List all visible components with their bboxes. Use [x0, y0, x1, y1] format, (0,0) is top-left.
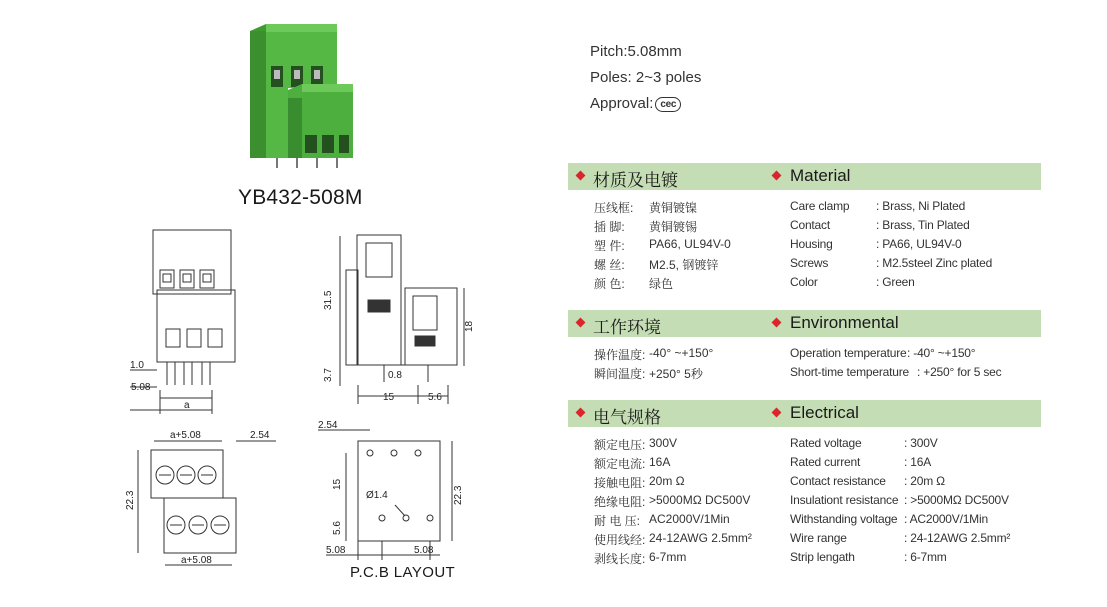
- spec-row-zh: 操作温度: -40° ~+150°: [594, 346, 714, 362]
- spec-row-en: Short-time temperature : +250° for 5 sec: [790, 365, 1002, 379]
- section-title-en: Environmental: [790, 313, 899, 332]
- dim-side-4: 0.8: [388, 370, 402, 381]
- spec-row-en: Screws : M2.5steel Zinc plated: [790, 256, 993, 270]
- technical-drawings: [0, 0, 545, 602]
- red-diamond-icon: [576, 318, 586, 328]
- section-title-zh: 工作环境: [593, 318, 661, 337]
- dim-side-2: 3.7: [323, 368, 334, 382]
- dim-front-1: 1.0: [130, 360, 144, 371]
- spec-row-zh: 插 脚: 黄铜镀锡: [594, 220, 698, 234]
- red-diamond-icon: [576, 408, 586, 418]
- dim-side-5: 15: [383, 392, 395, 403]
- dim-pcb-5: 5.6: [332, 521, 343, 535]
- spec-row-en: Rated current : 16A: [790, 455, 932, 469]
- spec-row-en: Color : Green: [790, 275, 915, 289]
- spec-row-en: Strip lengath : 6-7mm: [790, 550, 947, 564]
- section-header-electrical: [568, 400, 1041, 427]
- spec-row-zh: 耐 电 压: AC2000V/1Min: [594, 512, 730, 528]
- section-title-zh: 电气规格: [593, 408, 661, 427]
- spec-row-en: Rated voltage : 300V: [790, 436, 938, 450]
- spec-row-en: Care clamp : Brass, Ni Plated: [790, 199, 966, 213]
- spec-row-zh: 额定电流: 16A: [594, 455, 671, 471]
- dim-top-2: 2.54: [250, 430, 270, 441]
- spec-row-en: Contact : Brass, Tin Plated: [790, 218, 970, 232]
- cec-logo-icon: cec: [655, 97, 681, 112]
- red-diamond-icon: [576, 171, 586, 181]
- approval-line: [590, 95, 681, 112]
- dim-side-1: 31.5: [323, 290, 334, 310]
- red-diamond-icon: [772, 318, 782, 328]
- spec-row-zh: 绝缘电阻: >5000MΩ DC500V: [594, 493, 751, 509]
- dim-pcb-2: 15: [332, 478, 343, 490]
- dim-top-1: a+5.08: [170, 430, 201, 441]
- spec-row-zh: 螺 丝: M2.5, 钢镀锌: [594, 258, 719, 272]
- dim-side-6: 5.6: [428, 392, 442, 403]
- drawing-canvas: [0, 0, 545, 602]
- spec-row-en: Contact resistance : 20m Ω: [790, 474, 945, 488]
- dim-side-3: 18: [464, 320, 475, 332]
- spec-row-zh: 塑 件: PA66, UL94V-0: [594, 237, 731, 253]
- spec-row-en: Insulationt resistance : >5000MΩ DC500V: [790, 493, 1009, 507]
- section-header-environmental: [568, 310, 1041, 337]
- red-diamond-icon: [772, 408, 782, 418]
- red-diamond-icon: [772, 171, 782, 181]
- dim-pcb-4: 22.3: [453, 485, 464, 505]
- pitch-line: Pitch:5.08mm: [590, 43, 682, 60]
- dim-pcb-1: 2.54: [318, 420, 338, 431]
- section-title-en: Material: [790, 166, 851, 185]
- spec-row-en: Wire range : 24-12AWG 2.5mm²: [790, 531, 1011, 545]
- side-view-drawing: [340, 235, 464, 404]
- dim-pcb-6: 5.08: [326, 545, 346, 556]
- spec-row-zh: 剥线长度: 6-7mm: [594, 550, 687, 566]
- section-header-material: [568, 163, 1041, 190]
- spec-row-zh: 颜 色: 绿色: [594, 277, 674, 291]
- spec-row-en: Withstanding voltage : AC2000V/1Min: [790, 512, 988, 526]
- spec-row-en: Operation temperature : -40° ~+150°: [790, 346, 976, 360]
- product-photo: [250, 24, 353, 168]
- spec-row-zh: 额定电压: 300V: [594, 436, 678, 452]
- section-title-en: Electrical: [790, 403, 859, 422]
- pcb-layout-caption: P.C.B LAYOUT: [350, 564, 456, 581]
- approval-label: Approval:: [590, 95, 654, 112]
- dim-front-3: a: [184, 400, 190, 411]
- dim-top-3: 22.3: [125, 490, 136, 510]
- spec-row-en: Housing : PA66, UL94V-0: [790, 237, 962, 251]
- dim-pcb-7: 5.08: [414, 545, 434, 556]
- poles-line: Poles: 2~3 poles: [590, 69, 702, 86]
- section-title-zh: 材质及电镀: [593, 171, 678, 190]
- spec-row-zh: 接触电阻: 20m Ω: [594, 474, 685, 490]
- spec-row-zh: 瞬间温度: +250° 5秒: [594, 367, 703, 381]
- spec-row-zh: 使用线经: 24-12AWG 2.5mm²: [594, 531, 752, 547]
- model-number: YB432-508M: [238, 186, 363, 209]
- spec-row-zh: 压线框: 黄铜镀镍: [594, 201, 698, 215]
- dim-pcb-3: Ø1.4: [366, 490, 388, 501]
- dim-front-2: 5.08: [131, 382, 151, 393]
- top-view-drawing: [138, 441, 276, 565]
- dim-top-4: a+5.08: [181, 555, 212, 566]
